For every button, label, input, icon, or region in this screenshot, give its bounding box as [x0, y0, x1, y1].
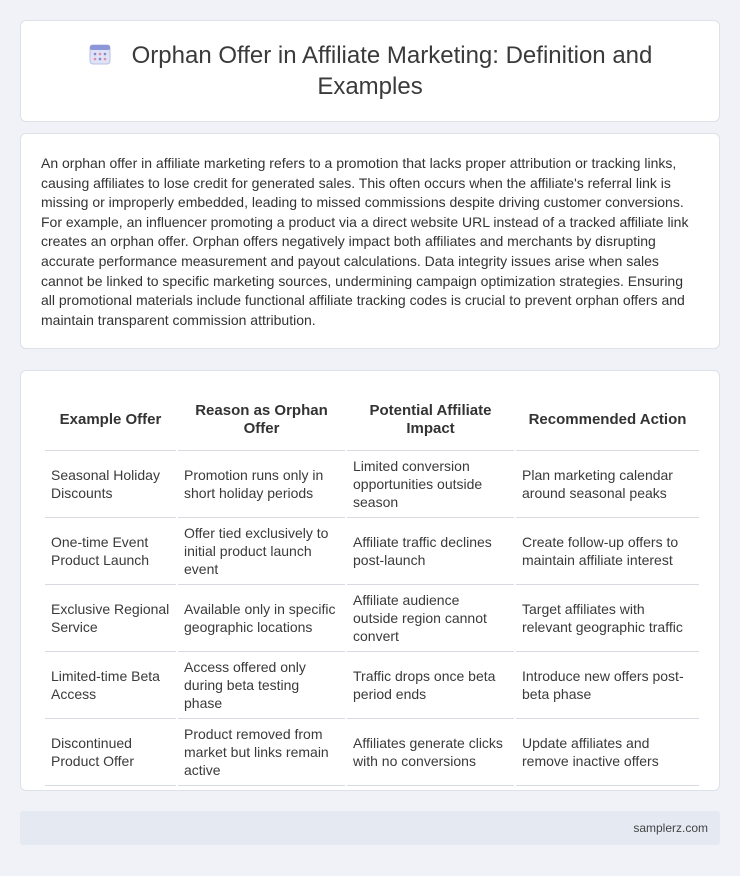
cell-action: Plan marketing calendar around seasonal peaks	[516, 451, 699, 518]
cell-example-offer: Discontinued Product Offer	[45, 719, 176, 786]
header-impact: Potential Affiliate Impact	[347, 389, 514, 451]
footer-brand-link[interactable]: samplerz.com	[633, 821, 708, 835]
intro-paragraph: An orphan offer in affiliate marketing refers to a promotion that lacks proper attribution or tracking links, causing affiliates to lose credit for generated sales. This often occurs when the affiliate's referral link is missing or improperly embedded, leading to missed commissions despite driving customer conversions. For example, an influencer promoting a product via a direct website URL instead of a tracked affiliate link creates an orphan offer. Orphan offers negatively impact both affiliates and merchants by disrupting accurate performance measurement and payout calculations. Data integrity issues arise when sales cannot be linked to specific marketing sources, undermining campaign optimization strategies. Ensuring all promotional materials include functional affiliate tracking codes is crucial to prevent orphan offers and maintain transparent commission attribution.	[41, 155, 689, 328]
cell-reason: Offer tied exclusively to initial product launch event	[178, 518, 345, 585]
cell-impact: Limited conversion opportunities outside season	[347, 451, 514, 518]
cell-action: Update affiliates and remove inactive offers	[516, 719, 699, 786]
cell-reason: Available only in specific geographic locations	[178, 585, 345, 652]
table-row	[45, 585, 699, 652]
header-reason: Reason as Orphan Offer	[178, 389, 345, 451]
cell-example-offer: Limited-time Beta Access	[45, 652, 176, 719]
intro-card	[20, 133, 720, 349]
cell-example-offer: One-time Event Product Launch	[45, 518, 176, 585]
cell-impact: Affiliate traffic declines post-launch	[347, 518, 514, 585]
table-row	[45, 451, 699, 518]
calendar-icon	[88, 42, 112, 66]
cell-impact: Affiliate audience outside region cannot convert	[347, 585, 514, 652]
cell-action: Target affiliates with relevant geographic traffic	[516, 585, 699, 652]
cell-action: Create follow-up offers to maintain affiliate interest	[516, 518, 699, 585]
header-example-offer: Example Offer	[45, 389, 176, 451]
cell-impact: Affiliates generate clicks with no conversions	[347, 719, 514, 786]
table-row	[45, 719, 699, 786]
table-row	[45, 652, 699, 719]
table-header-row	[45, 389, 699, 451]
cell-reason: Product removed from market but links remain active	[178, 719, 345, 786]
table-card	[20, 370, 720, 791]
header-action: Recommended Action	[516, 389, 699, 451]
cell-action: Introduce new offers post-beta phase	[516, 652, 699, 719]
page-title-text: Orphan Offer in Affiliate Marketing: Definition and Examples	[131, 42, 653, 100]
table-row	[45, 518, 699, 585]
title-card	[20, 20, 720, 122]
offers-table	[43, 389, 701, 786]
page-title	[61, 40, 679, 102]
cell-reason: Promotion runs only in short holiday periods	[178, 451, 345, 518]
cell-impact: Traffic drops once beta period ends	[347, 652, 514, 719]
cell-example-offer: Exclusive Regional Service	[45, 585, 176, 652]
cell-example-offer: Seasonal Holiday Discounts	[45, 451, 176, 518]
footer	[20, 811, 720, 845]
cell-reason: Access offered only during beta testing phase	[178, 652, 345, 719]
